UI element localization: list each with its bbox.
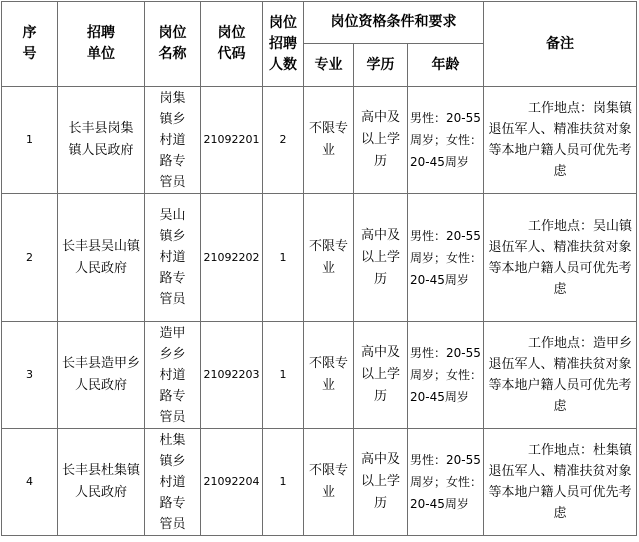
header-education: 学历: [354, 44, 408, 87]
cell-education: 高中及以上学历: [354, 322, 408, 429]
cell-position-name: 岗集镇乡村道路专管员: [145, 87, 201, 194]
cell-major: 不限专业: [304, 194, 354, 322]
cell-seq: 4: [2, 429, 58, 536]
header-major: 专业: [304, 44, 354, 87]
header-position-code: 岗位代码: [201, 2, 263, 87]
cell-unit: 长丰县造甲乡人民政府: [58, 322, 145, 429]
cell-count: 1: [263, 322, 304, 429]
cell-position-code: 21092202: [201, 194, 263, 322]
cell-note: [484, 87, 637, 194]
cell-note: [484, 322, 637, 429]
cell-count: 2: [263, 87, 304, 194]
note-location: 工作地点：岗集镇: [528, 101, 633, 116]
cell-position-name: 吴山镇乡村道路专管员: [145, 194, 201, 322]
cell-position-code: 21092203: [201, 322, 263, 429]
table-row: [2, 429, 637, 536]
cell-education: 高中及以上学历: [354, 194, 408, 322]
header-note: 备注: [484, 2, 637, 87]
cell-seq: 3: [2, 322, 58, 429]
cell-major: 不限专业: [304, 322, 354, 429]
header-unit: 招聘单位: [58, 2, 145, 87]
cell-position-code: 21092204: [201, 429, 263, 536]
header-age: 年龄: [408, 44, 484, 87]
cell-note: [484, 194, 637, 322]
cell-unit: 长丰县吴山镇人民政府: [58, 194, 145, 322]
cell-major: 不限专业: [304, 429, 354, 536]
header-count: 岗位招聘人数: [263, 2, 304, 87]
cell-unit: 长丰县岗集镇人民政府: [58, 87, 145, 194]
cell-count: 1: [263, 194, 304, 322]
cell-education: 高中及以上学历: [354, 87, 408, 194]
table-row: [2, 322, 637, 429]
note-preference: 退伍军人、精准扶贫对象等本地户籍人员可优先考虑: [488, 357, 632, 414]
cell-education: 高中及以上学历: [354, 429, 408, 536]
header-position-name: 岗位名称: [145, 2, 201, 87]
cell-age: 男性：20-55周岁；女性：20-45周岁: [408, 429, 484, 536]
cell-seq: 1: [2, 87, 58, 194]
note-preference: 退伍军人、精准扶贫对象等本地户籍人员可优先考虑: [488, 122, 632, 179]
cell-count: 1: [263, 429, 304, 536]
cell-major: 不限专业: [304, 87, 354, 194]
recruitment-table: [1, 1, 637, 536]
cell-note: [484, 429, 637, 536]
cell-unit: 长丰县杜集镇人民政府: [58, 429, 145, 536]
note-location: 工作地点：造甲乡: [528, 336, 633, 351]
cell-age: 男性：20-55周岁；女性：20-45周岁: [408, 322, 484, 429]
note-location: 工作地点：吴山镇: [528, 218, 633, 234]
header-requirements: 岗位资格条件和要求: [304, 2, 484, 44]
cell-position-name: 造甲乡乡村道路专管员: [145, 322, 201, 429]
cell-age: 男性：20-55周岁；女性：20-45周岁: [408, 194, 484, 322]
header-seq: 序号: [2, 2, 58, 87]
table-row: [2, 194, 637, 322]
cell-position-code: 21092201: [201, 87, 263, 194]
cell-seq: 2: [2, 194, 58, 322]
note-location: 工作地点：杜集镇: [528, 443, 633, 458]
cell-position-name: 杜集镇乡村道路专管员: [145, 429, 201, 536]
table-row: [2, 87, 637, 194]
cell-age: 男性：20-55周岁；女性：20-45周岁: [408, 87, 484, 194]
note-preference: 退伍军人、精准扶贫对象等本地户籍人员可优先考虑: [488, 464, 632, 521]
note-preference: 退伍军人、精准扶贫对象等本地户籍人员可优先考虑: [488, 239, 632, 297]
